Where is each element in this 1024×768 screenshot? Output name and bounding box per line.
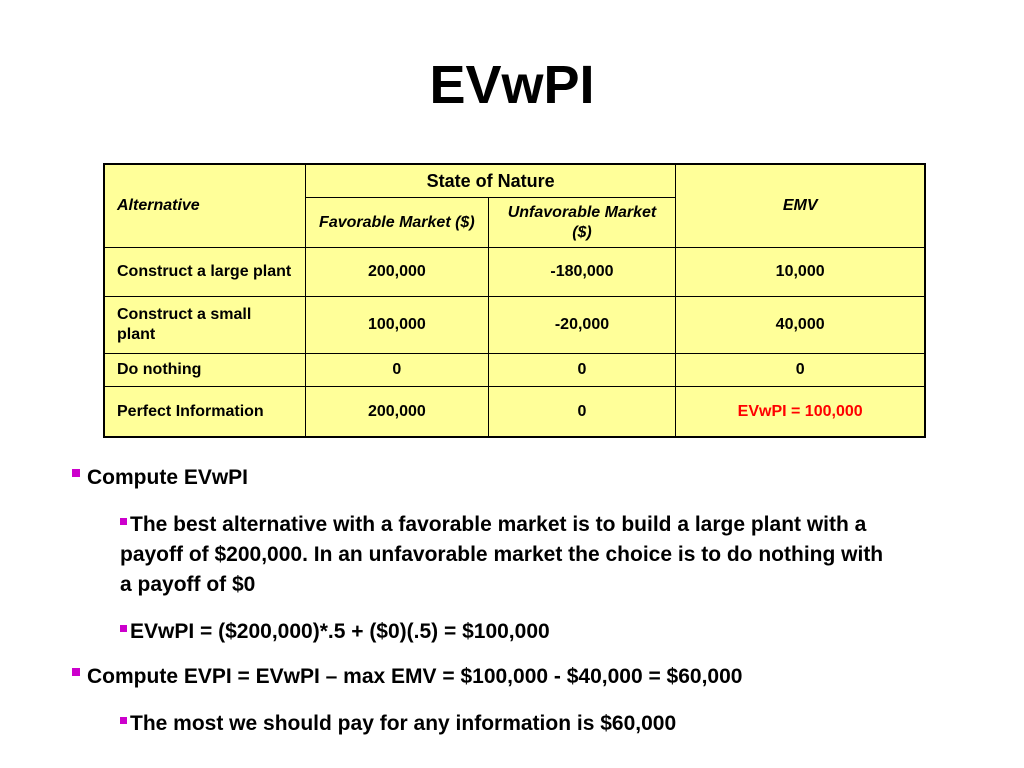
header-state-of-nature: State of Nature — [306, 164, 676, 198]
cell-unfavorable: -180,000 — [488, 248, 676, 297]
table-row — [104, 297, 925, 354]
cell-unfavorable: -20,000 — [488, 297, 676, 354]
square-bullet-icon — [120, 717, 127, 724]
cell-unfavorable: 0 — [488, 387, 676, 438]
cell-favorable: 0 — [306, 354, 489, 387]
cell-unfavorable: 0 — [488, 354, 676, 387]
header-alternative: Alternative — [104, 164, 306, 248]
square-bullet-icon — [120, 518, 127, 525]
cell-alternative: Construct a small plant — [104, 297, 306, 354]
table-row — [104, 248, 925, 297]
slide-title: EVwPI — [429, 55, 595, 115]
bullet-text: Compute EVPI = EVwPI – max EMV = $100,000 - $40,000 = $60,000 — [87, 665, 743, 688]
cell-alternative: Construct a large plant — [104, 248, 306, 297]
header-emv: EMV — [676, 164, 925, 248]
cell-emv: 10,000 — [676, 248, 925, 297]
cell-favorable: 200,000 — [306, 387, 489, 438]
square-bullet-icon — [120, 625, 127, 632]
header-favorable-market: Favorable Market ($) — [306, 198, 489, 248]
cell-alternative: Do nothing — [104, 354, 306, 387]
cell-emv: 40,000 — [676, 297, 925, 354]
bullet-level1 — [72, 463, 972, 493]
payoff-table — [103, 163, 926, 438]
bullet-level2 — [120, 510, 900, 600]
bullet-text: EVwPI = ($200,000)*.5 + ($0)(.5) = $100,000 — [130, 620, 550, 643]
square-bullet-icon — [72, 668, 80, 676]
cell-alternative: Perfect Information — [104, 387, 306, 438]
bullet-level1 — [72, 662, 972, 692]
cell-favorable: 100,000 — [306, 297, 489, 354]
header-unfavorable-market: Unfavorable Market ($) — [488, 198, 676, 248]
bullet-text: The best alternative with a favorable market is to build a large plant with a payoff of $200,000. In an unfavorable market the choice is to do nothing with a payoff of $0 — [120, 513, 884, 596]
table-row — [104, 387, 925, 438]
cell-evwpi-result: EVwPI = 100,000 — [676, 387, 925, 438]
table-row — [104, 354, 925, 387]
bullet-text: Compute EVwPI — [87, 466, 249, 489]
bullet-level2 — [120, 617, 900, 647]
table-header-row — [104, 164, 925, 198]
bullet-level2 — [120, 709, 900, 739]
bullet-text: The most we should pay for any information is $60,000 — [130, 712, 677, 735]
cell-emv: 0 — [676, 354, 925, 387]
square-bullet-icon — [72, 469, 80, 477]
cell-favorable: 200,000 — [306, 248, 489, 297]
